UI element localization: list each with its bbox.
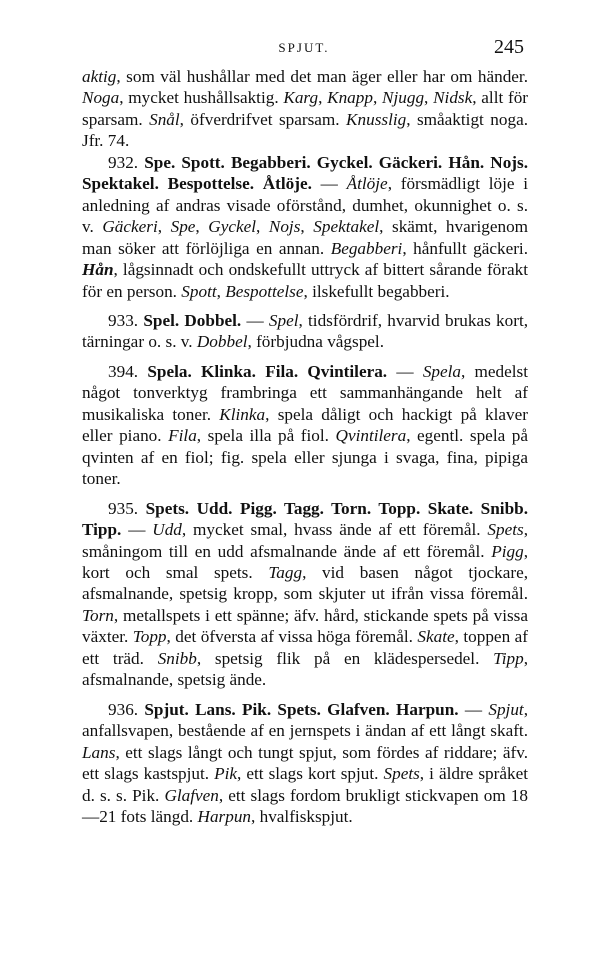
term: Klinka <box>219 404 266 424</box>
text-run: , öfverdrifvet sparsam. <box>179 109 347 129</box>
text-run: , förbjudna vågspel. <box>247 332 384 352</box>
term: Njugg <box>382 88 425 108</box>
term: Spets <box>383 764 420 784</box>
text-run: , <box>424 88 434 108</box>
text-run: , vid basen något tjockare, afsmalnande, spetsig kropp, som skjuter ut ifrån vissa föremål. <box>82 562 528 604</box>
term: Skate <box>417 627 455 647</box>
term: Begabberi <box>330 238 403 258</box>
text-run: , <box>318 88 328 108</box>
term: Harpun <box>197 806 252 826</box>
text-run: , <box>216 281 226 301</box>
text-run: , i äldre språket d. s. s. Pik. <box>82 764 528 805</box>
text-run: , spela dåligt och hackigt på klaver eller piano. <box>82 404 529 446</box>
term: Udd <box>152 520 182 540</box>
text-run: , spetsig flik på en klädespersedel. <box>196 648 494 668</box>
term: Torn <box>82 605 114 625</box>
body-text <box>82 66 528 827</box>
text-run: , metallspets i ett spänne; äfv. hård, stickande spets på vissa växter. <box>82 605 528 647</box>
text-run: — <box>121 520 153 540</box>
headword-group: Spets. Udd. Pigg. Tagg. Torn. Topp. Skate. Snibb. Tipp. <box>82 498 528 540</box>
text-run: , <box>195 217 209 237</box>
text-run: , afsmalnande, spetsig ände. <box>82 648 528 690</box>
text-run: , det öfversta af vissa höga föremål. <box>166 627 418 647</box>
continuation-paragraph <box>82 66 528 152</box>
headword-group: Spjut. Lans. Pik. Spets. Glafven. Harpun. <box>144 699 459 719</box>
term: Glafven <box>164 785 219 805</box>
text-run: , <box>256 217 269 237</box>
text-run: , skämt, hvarigenom man söker att förlöjliga en annan. <box>82 217 529 258</box>
headword-group: Spel. Dobbel. <box>143 310 242 330</box>
text-run: — <box>241 310 269 330</box>
term: Dobbel <box>196 332 248 352</box>
term: Gyckel <box>208 217 256 237</box>
term: Nojs <box>268 217 301 237</box>
entry-number: 932. <box>108 152 139 172</box>
term: Hån <box>82 260 114 280</box>
term: Spela <box>422 361 461 381</box>
text-run: — <box>311 174 347 194</box>
text-run: , mycket hushållsaktig. <box>119 88 284 108</box>
entry-paragraph <box>82 361 528 490</box>
text-run: , som väl hushållar med det man äger eller har om händer. <box>116 67 528 86</box>
term: Spott <box>181 281 217 301</box>
term: Pigg <box>491 541 524 561</box>
term: Spektakel <box>313 217 380 237</box>
term: Bespottelse <box>225 281 304 301</box>
entry-paragraph <box>82 152 528 302</box>
term: Spets <box>487 520 524 540</box>
text-run: , allt för sparsam. <box>82 88 529 129</box>
term: Åtlöje <box>346 174 388 194</box>
text-run: , småaktigt noga. Jfr. 74. <box>82 109 528 151</box>
headword-group: Spela. Klinka. Fila. Qvintilera. <box>147 361 388 381</box>
term: Spe <box>170 217 196 237</box>
term: Noga <box>82 88 120 108</box>
term: Gäckeri <box>102 217 158 237</box>
term: Lans <box>82 742 116 762</box>
text-run: , <box>372 88 383 108</box>
text-run: , lågsinnadt och ondskefullt uttryck af bittert sårande förakt för en person. <box>82 260 528 301</box>
term: Karg <box>283 88 319 108</box>
text-run: , <box>300 217 314 237</box>
entry-paragraph <box>82 310 528 353</box>
text-run: , medelst något tonverktyg frambringa ett sammanhängande helt af musikaliska toner. <box>82 361 529 424</box>
entry-number: 933. <box>108 310 139 330</box>
term: Nidsk <box>433 88 473 108</box>
entry-number: 394. <box>108 361 139 381</box>
text-run: , småningom till en udd afsmalnande ände af ett föremål. <box>82 520 528 561</box>
text-run: , ilskefullt begabberi. <box>303 281 450 301</box>
text-run: , ett slags fordom brukligt stickvapen om 18—21 fots längd. <box>82 785 528 826</box>
page-header <box>0 36 608 62</box>
entry-number: 936. <box>108 699 139 719</box>
term: Qvintilera <box>335 426 407 446</box>
text-run: , <box>157 217 171 237</box>
text-run: , toppen af ett träd. <box>82 627 528 668</box>
text-run: , mycket smal, hvass ände af ett föremål. <box>181 520 488 540</box>
term: Tipp <box>493 648 524 668</box>
term: Knapp <box>327 88 373 108</box>
term: Pik <box>214 764 238 784</box>
entry-paragraph <box>82 498 528 691</box>
term: Tagg <box>268 562 303 582</box>
text-run: , hvalfiskspjut. <box>251 806 353 826</box>
term: Fila <box>168 426 197 446</box>
text-run: , anfallsvapen, bestående af en jernspets i ändan af ett långt skaft. <box>82 699 528 741</box>
term: Spjut <box>488 699 524 719</box>
text-run: , spela illa på fiol. <box>196 426 336 446</box>
term: Knusslig <box>346 109 407 129</box>
term: aktig <box>82 67 117 86</box>
text-run: , tidsfördrif, hvarvid brukas kort, tärningar o. s. v. <box>82 310 529 352</box>
term: Snibb <box>157 648 197 668</box>
text-run: — <box>458 699 489 719</box>
entry-paragraph <box>82 699 528 828</box>
text-run: , försmädligt löje i anledning af andras visade oförstånd, dumhet, okunnighet o. s. v. <box>82 174 529 237</box>
entry-number: 935. <box>108 498 139 518</box>
text-run: , ett slags kort spjut. <box>237 764 384 784</box>
running-head: SPJUT. <box>278 40 330 55</box>
entry-list <box>82 152 528 828</box>
term: Topp <box>132 627 167 647</box>
text-run: , ett slags långt och tungt spjut, som fördes af riddare; äfv. ett slags kastspjut. <box>82 742 528 784</box>
text-run: , egentl. spela på qvinten af en fiol; fig. spela eller sjunga i svaga, fina, pipiga toner. <box>82 426 528 489</box>
text-run: , hånfullt gäckeri. <box>402 238 528 258</box>
headword-group: Spe. Spott. Begabberi. Gyckel. Gäckeri. Hån. Nojs. Spektakel. Bespottelse. Åtlöje. <box>82 152 529 194</box>
term: Spel <box>268 310 299 330</box>
page-number: 245 <box>494 36 524 58</box>
text-run: — <box>387 361 423 381</box>
text-run: , kort och smal spets. <box>82 541 528 582</box>
term: Snål <box>149 109 180 129</box>
